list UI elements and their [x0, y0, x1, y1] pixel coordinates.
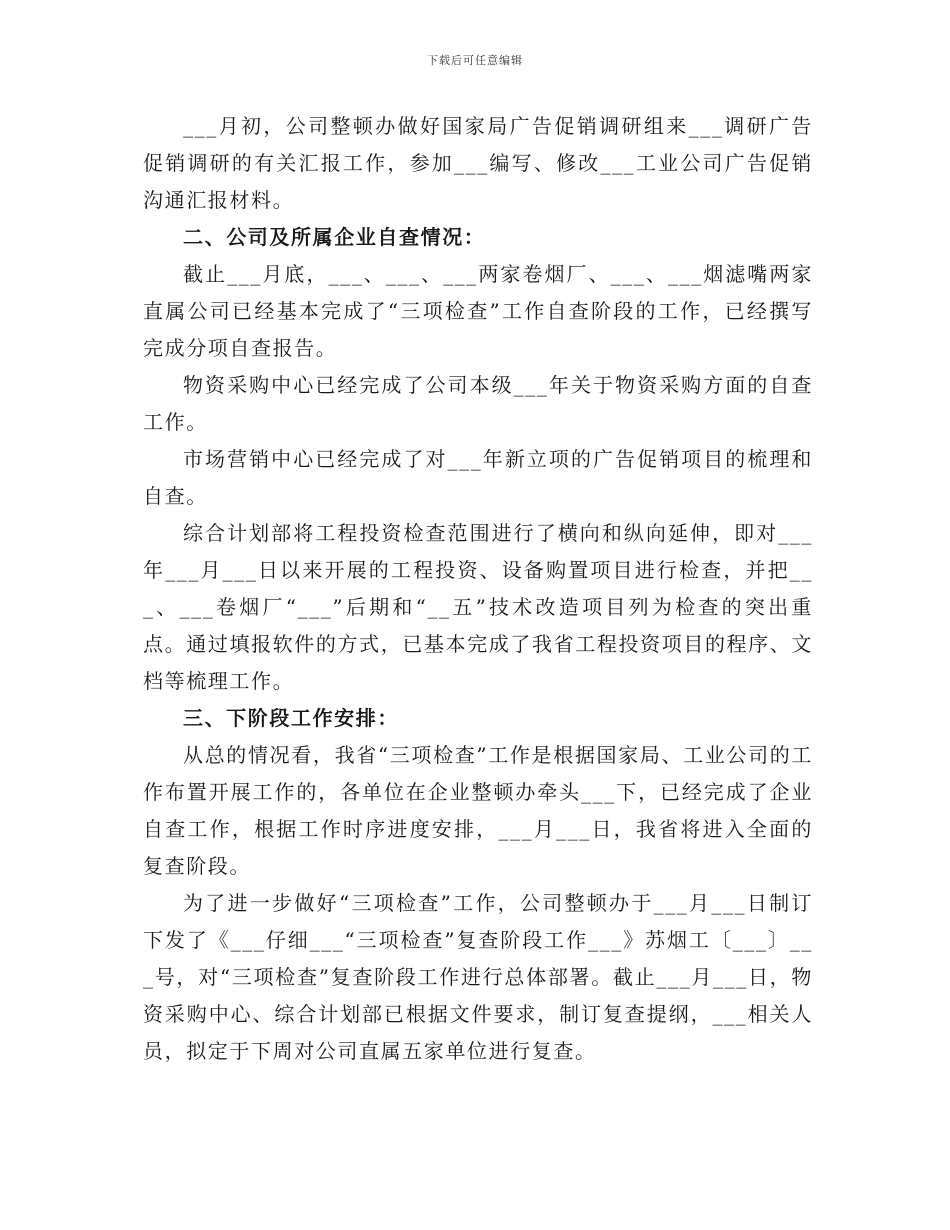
paragraph-overall-situation: 从总的情况看，我省“三项检查”工作是根据国家局、工业公司的工作布置开展工作的，各单位在企业整顿办牵头___下，已经完成了企业自查工作，根据工作时序进度安排，___月___日，我省将进入全面的复查阶段。 [143, 743, 813, 878]
paragraph-procurement-center: 物资采购中心已经完成了公司本级___年关于物资采购方面的自查工作。 [143, 373, 813, 434]
section-heading-self-inspection: 二、公司及所属企业自查情况： [183, 225, 486, 249]
paragraph-planning-department: 综合计划部将工程投资检查范围进行了横向和纵向延伸，即对___年___月___日以来开展的工程投资、设备购置项目进行检查，并把___、___卷烟厂“___”后期和“__五”技术改造项目列为检查的突出重点。通过填报软件的方式，已基本完成了我省工程投资项目的程序、文档等梳理工作。 [143, 521, 813, 693]
section-heading-next-steps: 三、下阶段工作安排： [183, 706, 399, 730]
paragraph-marketing-center: 市场营销中心已经完成了对___年新立项的广告促销项目的梳理和自查。 [143, 447, 813, 508]
page-header: 下载后可任意编辑 [427, 54, 523, 67]
paragraph-self-inspection-status: 截止___月底，___、___、___两家卷烟厂、___、___烟滤嘴两家直属公司已经基本完成了“三项检查”工作自查阶段的工作，已经撰写完成分项自查报告。 [143, 262, 813, 360]
paragraph-review-arrangement: 为了进一步做好“三项检查”工作，公司整顿办于___月___日制订下发了《___仔细___“三项检查”复查阶段工作___》苏烟工〔___〕___号，对“三项检查”复查阶段工作进行总体部署。截止___月___日，物资采购中心、综合计划部已根据文件要求，制订复查提纲，___相关人员，拟定于下周对公司直属五家单位进行复查。 [143, 891, 813, 1063]
document-body [143, 108, 813, 1070]
paragraph-survey-report: ___月初，公司整顿办做好国家局广告促销调研组来___调研广告促销调研的有关汇报工作，参加___编写、修改___工业公司广告促销沟通汇报材料。 [143, 114, 813, 212]
